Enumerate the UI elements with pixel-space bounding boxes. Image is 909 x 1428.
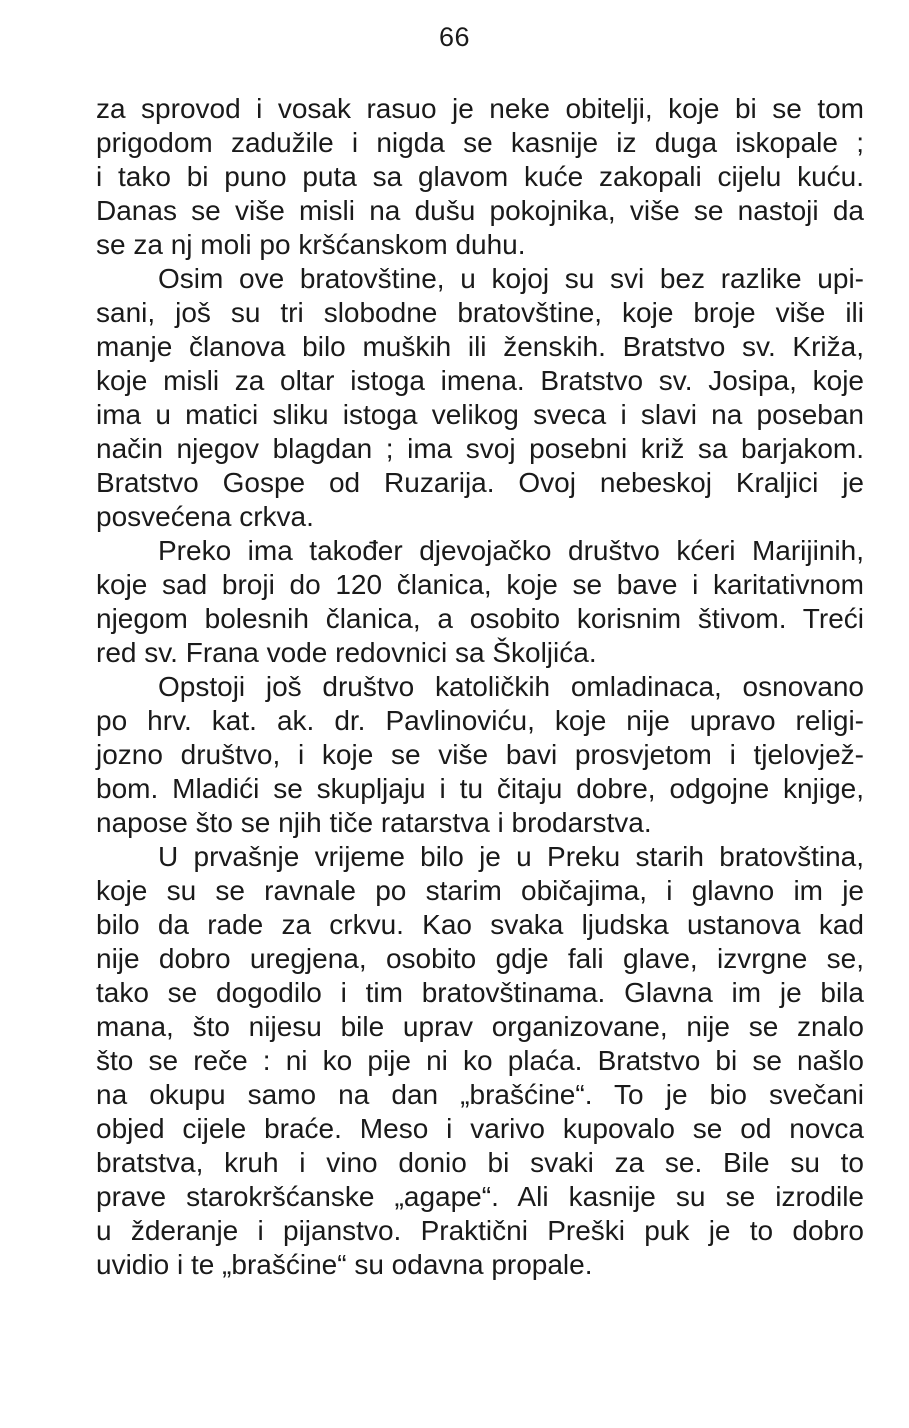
- text-line: Bratstvo Gospe od Ruzarija. Ovoj nebeskoj Kraljici je: [96, 467, 864, 498]
- text-line: koje misli za oltar istoga imena. Bratstvo sv. Josipa, koje: [96, 365, 864, 396]
- text-line: prave starokršćanske „agape“. Ali kasnije su se izrodile: [96, 1181, 864, 1212]
- text-line: koje sad broji do 120 članica, koje se bave i karitativnom: [96, 569, 864, 600]
- text-line: Opstoji još društvo katoličkih omladinaca, osnovano: [158, 671, 864, 702]
- text-line: mana, što nijesu bile uprav organizovane, nije se znalo: [96, 1011, 864, 1042]
- text-line: tako se dogodilo i tim bratovštinama. Glavna im je bila: [96, 977, 864, 1008]
- text-line: što se reče : ni ko pije ni ko plaća. Bratstvo bi se našlo: [96, 1045, 864, 1076]
- text-line: jozno društvo, i koje se više bavi prosvjetom i tjelovjež-: [96, 739, 864, 770]
- text-line: na okupu samo na dan „brašćine“. To je bio svečani: [96, 1079, 864, 1110]
- text-line: manje članova bilo muških ili ženskih. Bratstvo sv. Križa,: [96, 331, 864, 362]
- text-line: po hrv. kat. ak. dr. Pavlinoviću, koje nije upravo religi-: [96, 705, 864, 736]
- text-line: napose što se njih tiče ratarstva i brodarstva.: [96, 807, 652, 838]
- text-line: Danas se više misli na dušu pokojnika, više se nastoji da: [96, 195, 864, 226]
- text-line: prigodom zadužile i nigda se kasnije iz duga iskopale ;: [96, 127, 864, 158]
- text-line: objed cijele braće. Meso i varivo kupovalo se od novca: [96, 1113, 864, 1144]
- text-line: bilo da rade za crkvu. Kao svaka ljudska ustanova kad: [96, 909, 864, 940]
- text-line: i tako bi puno puta sa glavom kuće zakopali cijelu kuću.: [96, 161, 864, 192]
- text-line: u žderanje i pijanstvo. Praktični Preški puk je to dobro: [96, 1215, 864, 1246]
- text-line: posvećena crkva.: [96, 501, 314, 532]
- text-line: njegom bolesnih članica, a osobito korisnim štivom. Treći: [96, 603, 864, 634]
- page-number: 66: [438, 22, 471, 52]
- text-line: bom. Mladići se skupljaju i tu čitaju dobre, odgojne knjige,: [96, 773, 864, 804]
- text-line: sani, još su tri slobodne bratovštine, koje broje više ili: [96, 297, 864, 328]
- text-line: nije dobro uregjena, osobito gdje fali glave, izvrgne se,: [96, 943, 864, 974]
- text-line: koje su se ravnale po starim običajima, i glavno im je: [96, 875, 864, 906]
- text-line: Osim ove bratovštine, u kojoj su svi bez razlike upi-: [158, 263, 864, 294]
- body-text: [96, 92, 864, 1282]
- text-line: U prvašnje vrijeme bilo je u Preku starih bratovština,: [158, 841, 864, 872]
- text-line: se za nj moli po kršćanskom duhu.: [96, 229, 526, 260]
- text-line: bratstva, kruh i vino donio bi svaki za se. Bile su to: [96, 1147, 864, 1178]
- text-line: uvidio i te „brašćine“ su odavna propale.: [96, 1249, 593, 1280]
- text-line: način njegov blagdan ; ima svoj posebni križ sa barjakom.: [96, 433, 864, 464]
- text-line: ima u matici sliku istoga velikog sveca i slavi na poseban: [96, 399, 864, 430]
- text-line: red sv. Frana vode redovnici sa Školjića.: [96, 637, 597, 668]
- text-line: Preko ima također djevojačko društvo kćeri Marijinih,: [158, 535, 864, 566]
- text-line: za sprovod i vosak rasuo je neke obitelji, koje bi se tom: [96, 93, 864, 124]
